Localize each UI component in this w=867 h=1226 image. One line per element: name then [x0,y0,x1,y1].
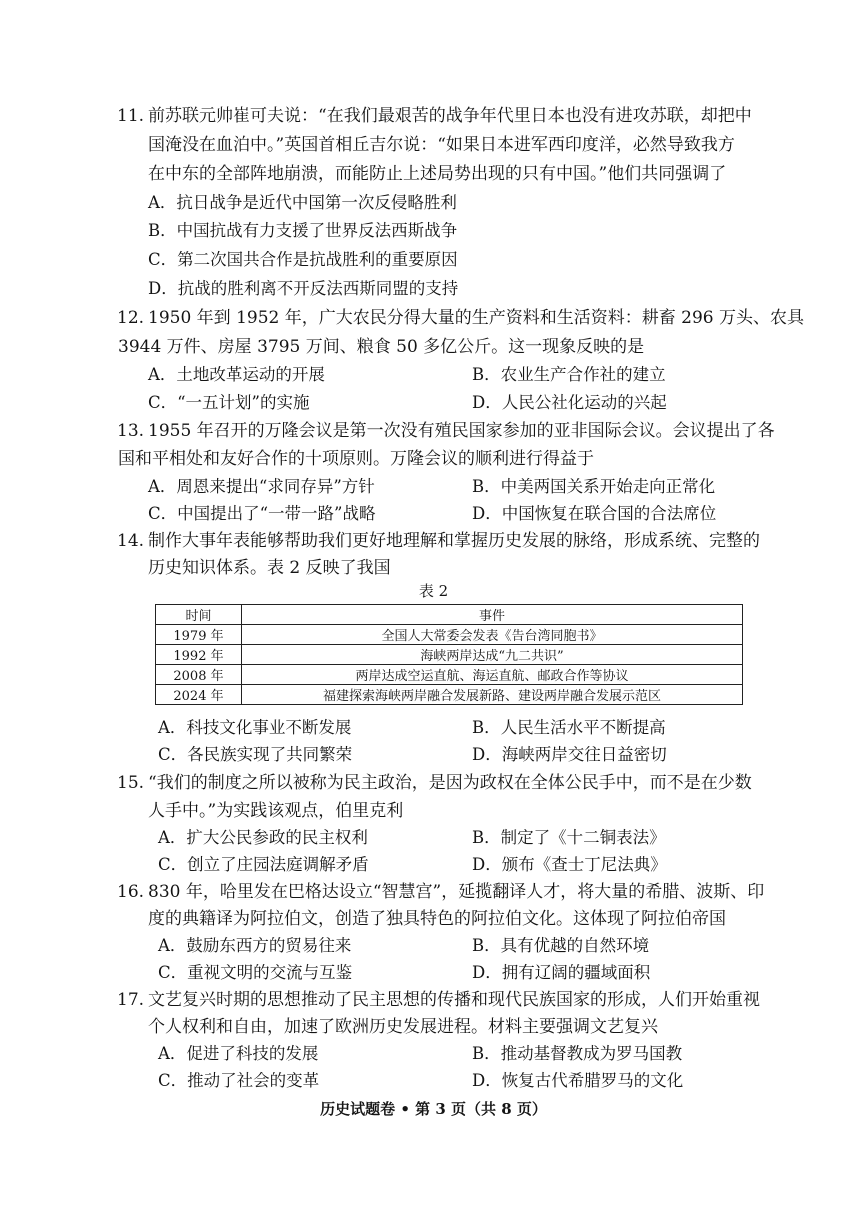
option-c: C．各民族实现了共同繁荣 [158,745,353,764]
option-d: D．拥有辽阔的疆域面积 [472,963,651,982]
option-a: A．扩大公民参政的民主权利 [158,828,368,847]
option-c: C．推动了社会的变革 [158,1071,320,1090]
question-number: 13. [117,421,145,441]
option-c: C．中国提出了“一带一路”战略 [148,504,376,523]
question-stem-line: “我们的制度之所以被称为民主政治，是因为政权在全体公民手中，而不是在少数 [148,773,752,793]
question-stem-line: 个人权利和自由，加速了欧洲历史发展进程。材料主要强调文艺复兴 [148,1017,658,1037]
question-stem-line: 国和平相处和友好合作的十项原则。万隆会议的顺利进行得益于 [118,449,594,469]
column-header-time: 时间 [156,605,242,625]
option-a: A．科技文化事业不断发展 [158,718,352,737]
option-d: D．中国恢复在联合国的合法席位 [472,504,717,523]
option-b: B．推动基督教成为罗马国教 [472,1044,683,1063]
table-header-row [156,605,743,625]
events-table [155,604,743,705]
question-stem-line: 度的典籍译为阿拉伯文，创造了独具特色的阿拉伯文化。这体现了阿拉伯帝国 [148,909,726,929]
question-stem-line: 1955 年召开的万隆会议是第一次没有殖民国家参加的亚非国际会议。会议提出了各 [148,421,775,441]
table-row [156,665,743,685]
option-b: B．具有优越的自然环境 [472,936,650,955]
question-stem-line: 文艺复兴时期的思想推动了民主思想的传播和现代民族国家的形成，人们开始重视 [148,990,760,1010]
question-stem-line: 人手中。”为实践该观点，伯里克利 [148,801,404,821]
option-b: B．中国抗战有力支援了世界反法西斯战争 [148,221,458,240]
option-c: C．“一五计划”的实施 [148,393,310,412]
question-number: 15. [117,773,145,793]
option-d: D．抗战的胜利离不开反法西斯同盟的支持 [148,279,459,298]
table-row [156,625,743,645]
option-a: A．鼓励东西方的贸易往来 [158,936,352,955]
option-a: A．土地改革运动的开展 [148,365,325,384]
option-b: B．农业生产合作社的建立 [472,365,666,384]
table-cell-event: 海峡两岸达成“九二共识” [242,645,743,665]
question-stem-line: 制作大事年表能够帮助我们更好地理解和掌握历史发展的脉络，形成系统、完整的 [148,531,760,551]
question-stem-line: 3944 万件、房屋 3795 万间、粮食 50 多亿公斤。这一现象反映的是 [118,337,645,357]
table-cell-event: 全国人大常委会发表《告台湾同胞书》 [242,625,743,645]
question-stem-line: 前苏联元帅崔可夫说：“在我们最艰苦的战争年代里日本也没有进攻苏联，却把中 [148,106,752,126]
option-a: A．促进了科技的发展 [158,1044,319,1063]
option-a: A．抗日战争是近代中国第一次反侵略胜利 [148,193,457,212]
option-d: D．颁布《查士丁尼法典》 [472,855,667,874]
column-header-event: 事件 [242,605,743,625]
table-row [156,645,743,665]
table-cell-event: 福建探索海峡两岸融合发展新路、建设两岸融合发展示范区 [242,685,743,705]
question-number: 14. [117,531,145,551]
question-number: 17. [117,990,145,1010]
option-c: C．重视文明的交流与互鉴 [158,963,353,982]
question-stem-line: 在中东的全部阵地崩溃，而能防止上述局势出现的只有中国。”他们共同强调了 [148,164,727,184]
table-cell-year: 2008 年 [156,665,242,685]
option-c: C．第二次国共合作是抗战胜利的重要原因 [148,250,458,269]
option-d: D．人民公社化运动的兴起 [472,393,667,412]
option-d: D．恢复古代希腊罗马的文化 [472,1071,684,1090]
question-number: 12. [117,308,145,328]
question-stem-line: 1950 年到 1952 年，广大农民分得大量的生产资料和生活资料：耕畜 296 万头、农具 [148,308,804,328]
question-stem-line: 国淹没在血泊中。”英国首相丘吉尔说：“如果日本进军西印度洋，必然导致我方 [148,135,735,155]
option-b: B．制定了《十二铜表法》 [472,828,666,847]
table-row [156,685,743,705]
page-footer: 历史试题卷 • 第 3 页（共 8 页） [320,1100,547,1118]
option-b: B．中美两国关系开始走向正常化 [472,477,716,496]
table-cell-year: 2024 年 [156,685,242,705]
option-b: B．人民生活水平不断提高 [472,718,666,737]
question-stem-line: 830 年，哈里发在巴格达设立“智慧宫”，延揽翻译人才，将大量的希腊、波斯、印 [148,882,765,902]
option-c: C．创立了庄园法庭调解矛盾 [158,855,369,874]
option-d: D．海峡两岸交往日益密切 [472,745,667,764]
table-caption: 表 2 [418,582,449,600]
table-cell-year: 1992 年 [156,645,242,665]
question-number: 11. [117,106,145,126]
option-a: A．周恩来提出“求同存异”方针 [148,477,375,496]
question-stem-line: 历史知识体系。表 2 反映了我国 [148,558,391,578]
table-cell-year: 1979 年 [156,625,242,645]
table-cell-event: 两岸达成空运直航、海运直航、邮政合作等协议 [242,665,743,685]
question-number: 16. [117,882,145,902]
